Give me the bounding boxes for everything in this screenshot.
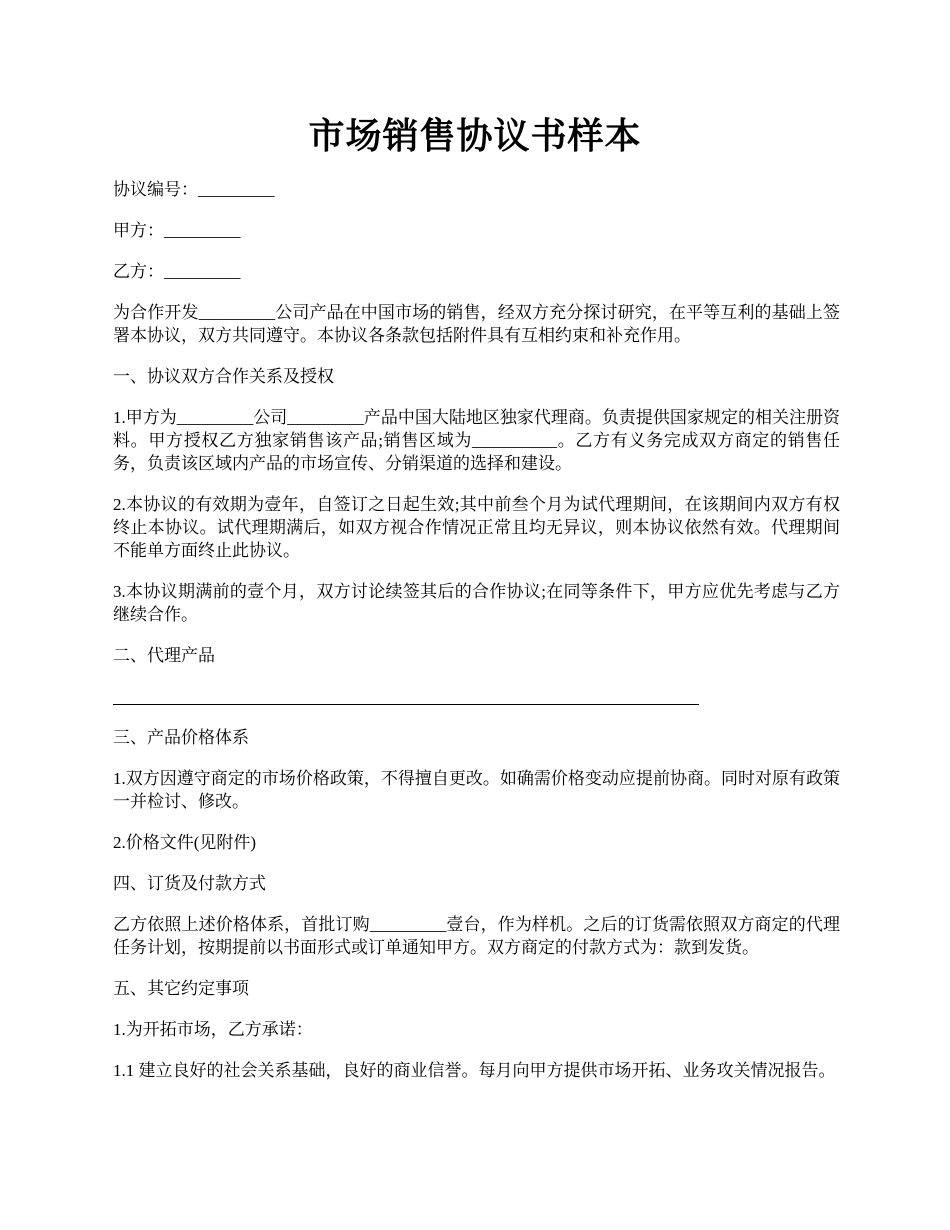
product-blank-line <box>113 685 840 708</box>
section-1-heading: 一、协议双方合作关系及授权 <box>113 367 334 386</box>
party-a-field: 甲方：_________ <box>113 221 241 240</box>
section-3-heading: 三、产品价格体系 <box>113 728 249 747</box>
section-4-body: 乙方依照上述价格体系，首批订购_________壹台，作为样机。之后的订货需依照双方商定的代理任务计划，按期提前以书面形式或订单通知甲方。双方商定的付款方式为：款到发货。 <box>113 915 840 957</box>
section-1-item-3: 3.本协议期满前的壹个月，双方讨论续签其后的合作协议;在同等条件下，甲方应优先考虑与乙方继续合作。 <box>113 582 840 624</box>
document-title: 市场销售协议书样本 <box>308 116 642 156</box>
section-3-item-1: 1.双方因遵守商定的市场价格政策，不得擅自更改。如确需价格变动应提前协商。同时对原有政策一并检讨、修改。 <box>113 769 840 811</box>
section-5-heading: 五、其它约定事项 <box>113 979 249 998</box>
blank-underline <box>113 704 699 705</box>
section-1-item-1: 1.甲方为_________公司_________产品中国大陆地区独家代理商。负责提供国家规定的相关注册资料。甲方授权乙方独家销售该产品;销售区域为__________。乙方有义务完成双方商定的销售任务，负责该区域内产品的市场宣传、分销渠道的选择和建设。 <box>113 408 840 473</box>
document-body <box>113 178 840 1100</box>
party-b-field: 乙方：_________ <box>113 262 241 281</box>
section-5-item-1: 1.为开拓市场，乙方承诺： <box>113 1020 313 1039</box>
section-5-item-1-1: 1.1 建立良好的社会关系基础，良好的商业信誉。每月向甲方提供市场开拓、业务攻关情况报告。 <box>113 1061 836 1080</box>
section-3-item-2: 2.价格文件(见附件) <box>113 833 257 852</box>
section-2-heading: 二、代理产品 <box>113 646 215 665</box>
intro-paragraph: 为合作开发_________公司产品在中国市场的销售，经双方充分探讨研究，在平等互利的基础上签署本协议，双方共同遵守。本协议各条款包括附件具有互相约束和补充作用。 <box>113 303 840 345</box>
agreement-number-field: 协议编号：_________ <box>113 180 275 199</box>
section-4-heading: 四、订货及付款方式 <box>113 874 266 893</box>
section-1-item-2: 2.本协议的有效期为壹年，自签订之日起生效;其中前叁个月为试代理期间，在该期间内双方有权终止本协议。试代理期满后，如双方视合作情况正常且均无异议，则本协议依然有效。代理期间不能单方面终止此协议。 <box>113 495 840 560</box>
